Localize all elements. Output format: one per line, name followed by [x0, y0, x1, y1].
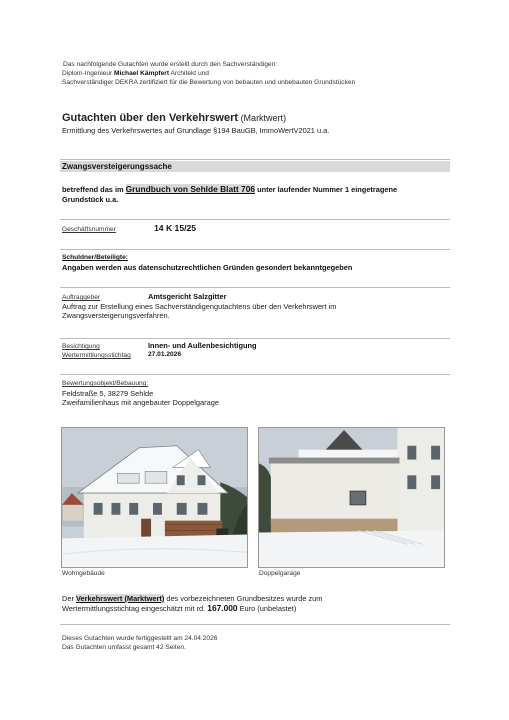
case-text-prefix: betreffend das im: [62, 185, 126, 194]
intro-line-3: Sachverständiger DEKRA zertifiziert für die Bewertung von bebauten und unbebauten Grundstücken: [62, 79, 356, 86]
case-text-suffix: unter laufender Nummer 1 eingetragene: [255, 185, 398, 194]
debtors-text: Angaben werden aus datenschutzrechtlichen Gründen gesondert bekanntgegeben: [62, 263, 353, 272]
file-number-value: 14 K 15/25: [154, 223, 197, 233]
market-value-term: Verkehrswert (Marktwert): [75, 594, 165, 603]
divider: [60, 159, 450, 160]
document-title: [62, 112, 286, 125]
house-photo: [61, 427, 248, 568]
document-title-main: Gutachten über den Verkehrswert: [62, 112, 239, 124]
document-subtitle: Ermittlung des Verkehrswertes auf Grundlage §194 BauGB, ImmoWertV2021 u.a.: [62, 126, 330, 135]
debtors-label: Schuldner/Beteiligte:: [62, 254, 128, 261]
market-value-line-2-prefix: Wertermittlungsstichtag eingeschätzt mit rd.: [62, 604, 208, 613]
client-value: Amtsgericht Salzgitter: [148, 292, 227, 301]
divider: [60, 287, 450, 288]
client-text-1: Auftrag zur Erstellung eines Sachverständigengutachtens über den Verkehrswert im: [62, 302, 337, 311]
intro-line-2-prefix: Diplom-Ingenieur: [62, 70, 115, 77]
object-address: Feldstraße 5, 38279 Sehlde: [62, 389, 154, 398]
case-text-line-2: Grundstück u.a.: [62, 195, 119, 204]
inspection-value: Innen- und Außenbesichtigung: [148, 341, 257, 350]
expert-name: Michael Kämpfert: [114, 70, 170, 77]
document-title-suffix: (Marktwert): [238, 113, 287, 123]
intro-line-2-suffix: Architekt und: [169, 70, 209, 77]
divider: [60, 249, 450, 250]
object-label: Bewertungsobjekt/Bebauung:: [62, 380, 149, 387]
garage-photo: [258, 427, 445, 568]
house-photo-caption: Wohngebäude: [62, 570, 105, 577]
market-value-suffix: des vorbezeichneten Grundbesitzes wurde zum: [164, 594, 323, 603]
valuation-date-label: Wertermittlungsstichtag: [62, 352, 131, 359]
client-label: Auftraggeber: [62, 294, 101, 301]
divider: [60, 338, 450, 339]
intro-line-1: Das nachfolgende Gutachten wurde erstellt durch den Sachverständigen:: [63, 61, 278, 68]
market-value-line-1: [62, 594, 322, 603]
file-number-label: Geschäftsnummer: [62, 226, 116, 233]
market-value-prefix: Der: [62, 594, 76, 603]
market-value-amount: 167.000: [207, 603, 238, 613]
land-register-reference: Grundbuch von Sehlde Blatt 706: [125, 184, 256, 194]
case-heading: Zwangsversteigerungssache: [60, 161, 450, 172]
completion-date: Dieses Gutachten wurde fertiggestellt am 24.04.2026: [62, 635, 218, 642]
garage-photo-caption: Doppelgarage: [259, 570, 301, 577]
inspection-label: Besichtigung: [62, 343, 100, 350]
divider: [60, 219, 450, 220]
market-value-line-2: [62, 604, 296, 613]
case-text: [62, 185, 397, 194]
client-text-2: Zwangsversteigerungsverfahren.: [62, 311, 170, 320]
object-description: Zweifamilienhaus mit angebauter Doppelgarage: [62, 398, 219, 407]
valuation-date-value: 27.01.2026: [148, 351, 182, 358]
market-value-line-2-suffix: Euro (unbelastet): [237, 604, 297, 613]
page-count: Das Gutachten umfasst gesamt 42 Seiten.: [62, 644, 186, 651]
divider: [60, 624, 450, 625]
intro-line-2: [62, 70, 209, 79]
divider: [60, 374, 450, 375]
